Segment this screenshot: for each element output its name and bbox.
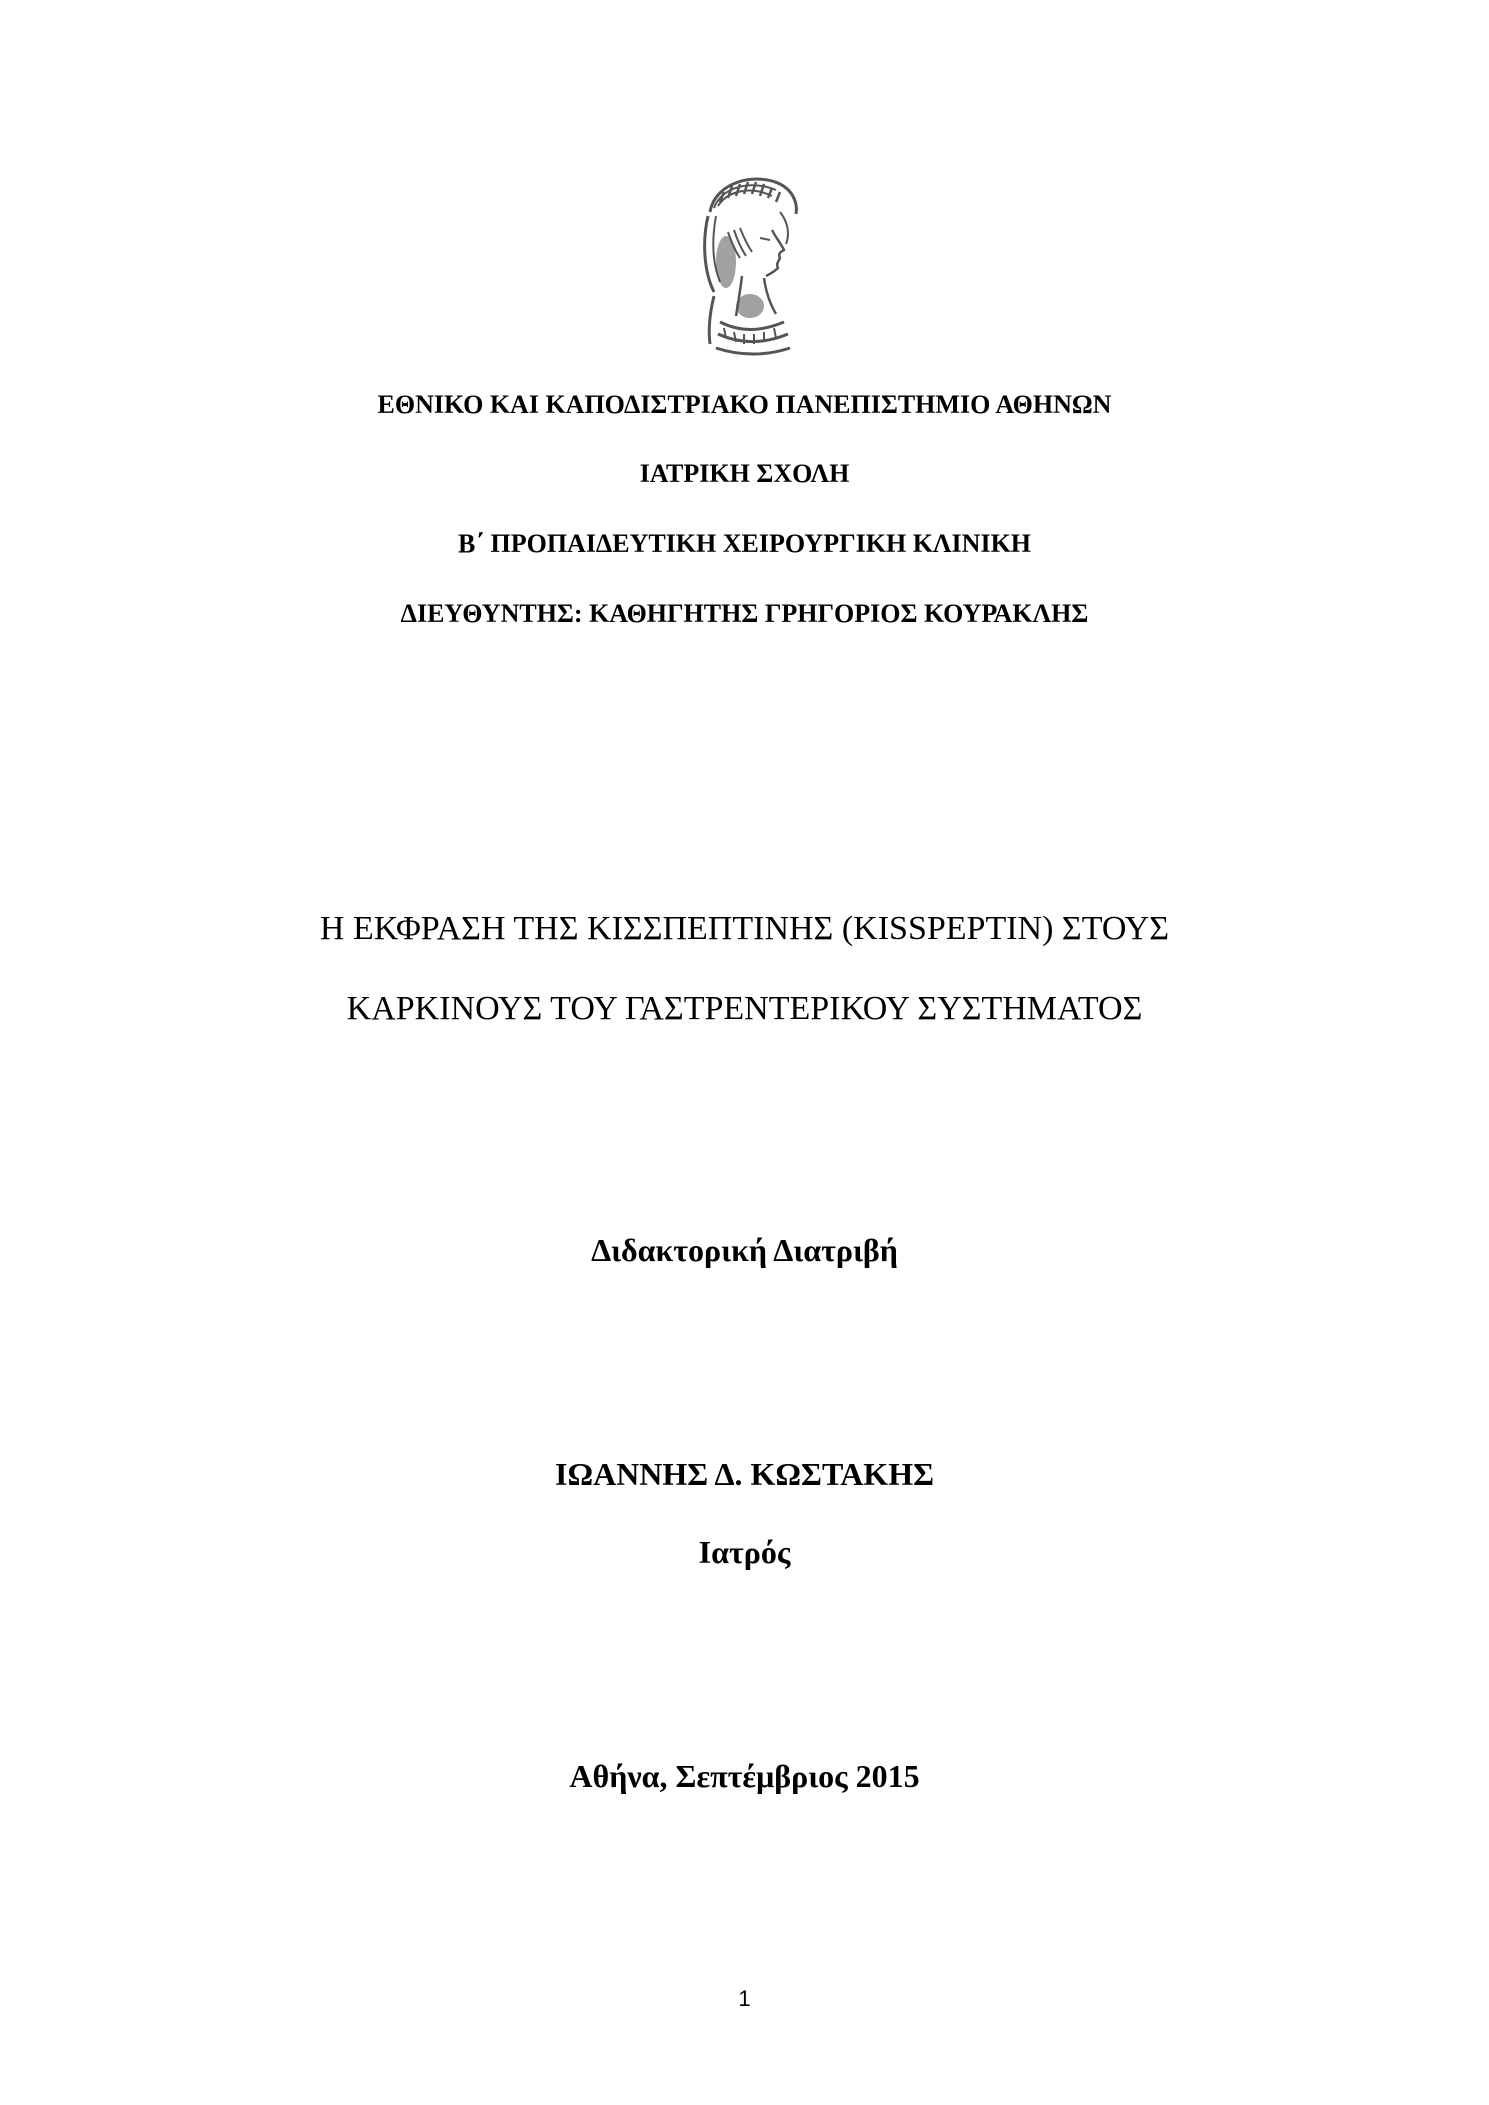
clinic-name: Β΄ ΠΡΟΠΑΙΔΕΥΤΙΚΗ ΧΕΙΡΟΥΡΓΙΚΗ ΚΛΙΝΙΚΗ: [457, 529, 1032, 558]
university-name: ΕΘΝΙΚΟ ΚΑΙ ΚΑΠΟΔΙΣΤΡΙΑΚΟ ΠΑΝΕΠΙΣΤΗΜΙΟ ΑΘΗΝΩΝ: [377, 390, 1112, 419]
thesis-title-line1: Η ΕΚΦΡΑΣΗ ΤΗΣ ΚΙΣΣΠΕΠΤΙΝΗΣ (KISSPEPTIN) ΣΤΟΥΣ: [319, 910, 1170, 947]
thesis-title-line2: ΚΑΡΚΙΝΟΥΣ ΤΟΥ ΓΑΣΤΡΕΝΤΕΡΙΚΟΥ ΣΥΣΤΗΜΑΤΟΣ: [346, 990, 1143, 1027]
author-name: ΙΩΑΝΝΗΣ Δ. ΚΩΣΤΑΚΗΣ: [555, 1456, 934, 1492]
school-name: ΙΑΤΡΙΚΗ ΣΧΟΛΗ: [639, 459, 850, 488]
page-number: 1: [738, 1986, 751, 2011]
athena-head-emblem-icon: [680, 172, 808, 358]
place-date: Αθήνα, Σεπτέμβριος 2015: [569, 1758, 920, 1794]
author-role: Ιατρός: [698, 1534, 791, 1570]
director-line: ΔΙΕΥΘΥΝΤΗΣ: ΚΑΘΗΓΗΤΗΣ ΓΡΗΓΟΡΙΟΣ ΚΟΥΡΑΚΛΗΣ: [400, 599, 1089, 628]
thesis-type: Διδακτορική Διατριβή: [591, 1232, 898, 1268]
